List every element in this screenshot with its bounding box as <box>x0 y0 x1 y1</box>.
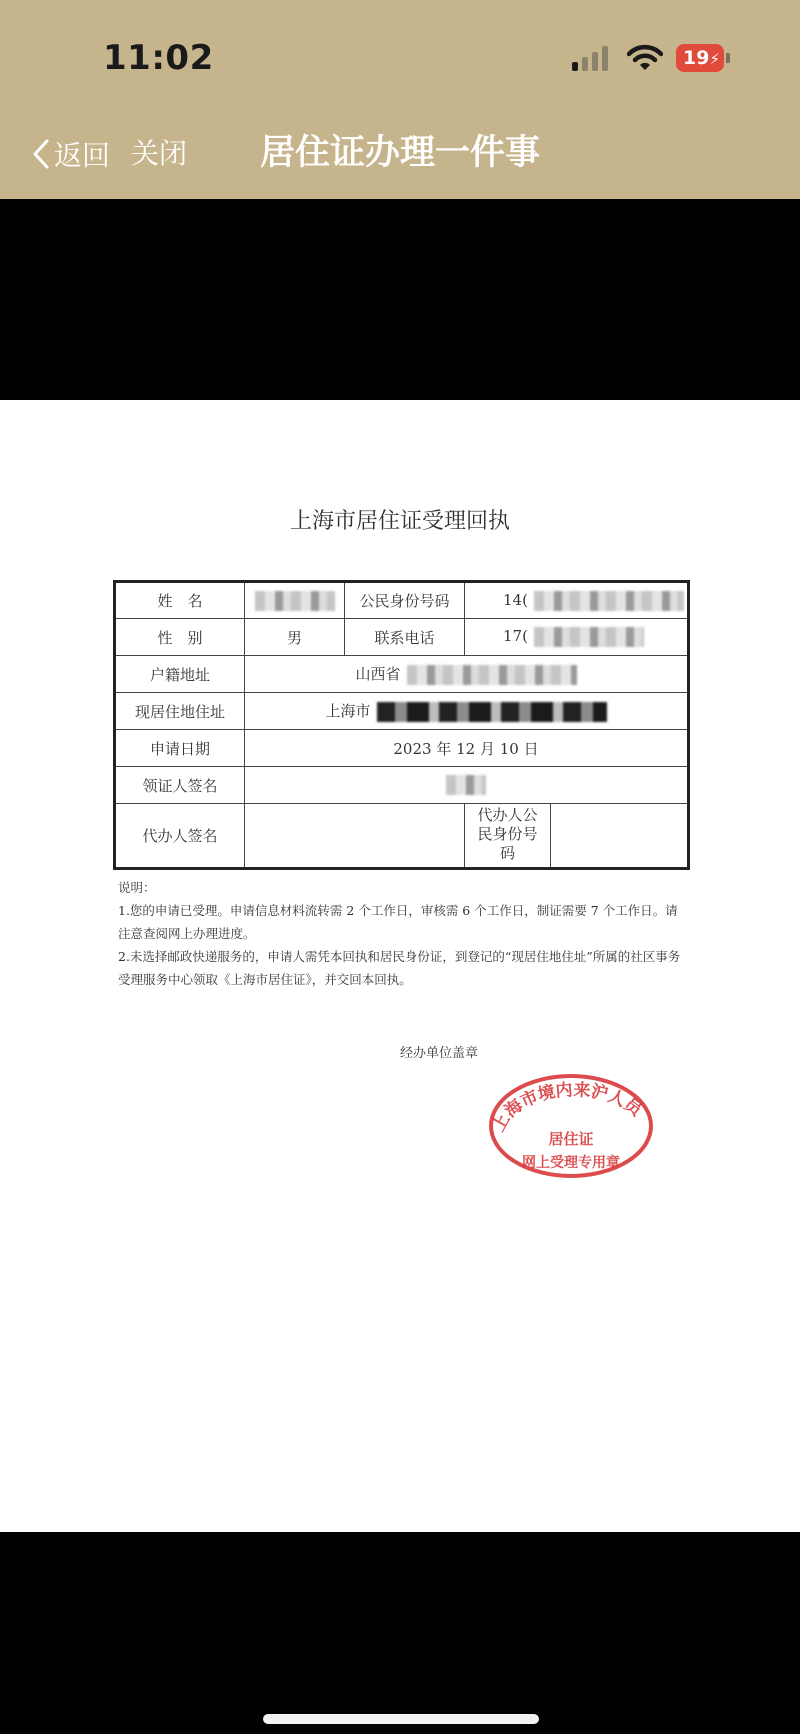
page-title: 居住证办理一件事 <box>260 133 541 173</box>
instruction-item: 2.未选择邮政快递服务的，申请人需凭本回执和居民身份证，到登记的“现居住地住址”所属的社区事务受理服务中心领取《上海市居住证》，并交回本回执。 <box>118 949 681 987</box>
cellular-signal-icon <box>572 45 612 71</box>
recipient-signature-value <box>245 767 689 804</box>
instructions-heading: 说明： <box>118 880 156 895</box>
hukou-address-value: 山西省 <box>245 656 689 693</box>
name-value <box>245 582 345 619</box>
recipient-signature-label: 领证人签名 <box>115 767 245 804</box>
svg-text:上海市境内来沪人员: 上海市境内来沪人员 <box>488 1080 646 1136</box>
seal-caption: 经办单位盖章 <box>400 1046 479 1061</box>
status-time: 11:02 <box>103 38 214 78</box>
svg-text:网上受理专用章: 网上受理专用章 <box>522 1155 620 1171</box>
applicant-info-table <box>113 580 690 870</box>
close-button[interactable]: 关闭 <box>131 137 188 170</box>
table-row <box>115 730 689 767</box>
gender-label: 性 别 <box>115 619 245 656</box>
chevron-left-icon <box>30 138 52 170</box>
table-row <box>115 804 689 869</box>
instructions <box>118 876 690 991</box>
official-seal-stamp <box>486 1072 656 1180</box>
svg-text:居住证: 居住证 <box>548 1130 594 1148</box>
instruction-item: 1.您的申请已受理。申请信息材料流转需 2 个工作日，审核需 6 个工作日，制证需要 7 个工作日。请注意查阅网上办理进度。 <box>118 903 678 941</box>
gender-value: 男 <box>245 619 345 656</box>
agent-id-label: 代办人公民身份号码 <box>465 804 551 867</box>
residence-address-label: 现居住地住址 <box>115 693 245 730</box>
document-title: 上海市居住证受理回执 <box>289 509 510 534</box>
application-date-label: 申请日期 <box>115 730 245 767</box>
name-label: 姓 名 <box>115 582 245 619</box>
receipt-document <box>0 400 800 1532</box>
phone-label: 联系电话 <box>345 619 465 656</box>
agent-id-cell <box>465 804 689 869</box>
agent-signature-value <box>245 804 465 869</box>
table-row <box>115 767 689 804</box>
battery-indicator <box>676 44 730 72</box>
back-label: 返回 <box>54 139 111 172</box>
table-row <box>115 619 689 656</box>
header-bar <box>0 0 800 199</box>
table-row <box>115 693 689 730</box>
phone-value: 17( <box>465 619 689 656</box>
agent-id-value <box>551 804 687 867</box>
agent-signature-label: 代办人签名 <box>115 804 245 869</box>
id-number-value: 14( <box>465 582 689 619</box>
residence-address-value: 上海市 <box>245 693 689 730</box>
charging-bolt-icon: ⚡ <box>709 50 720 68</box>
home-indicator[interactable] <box>263 1714 539 1724</box>
battery-level: 19 <box>683 47 710 69</box>
table-row <box>115 582 689 619</box>
application-date-value: 2023 年 12 月 10 日 <box>245 730 689 767</box>
hukou-address-label: 户籍地址 <box>115 656 245 693</box>
table-row <box>115 656 689 693</box>
back-button[interactable] <box>30 134 110 174</box>
wifi-icon <box>627 44 663 72</box>
id-number-label: 公民身份号码 <box>345 582 465 619</box>
